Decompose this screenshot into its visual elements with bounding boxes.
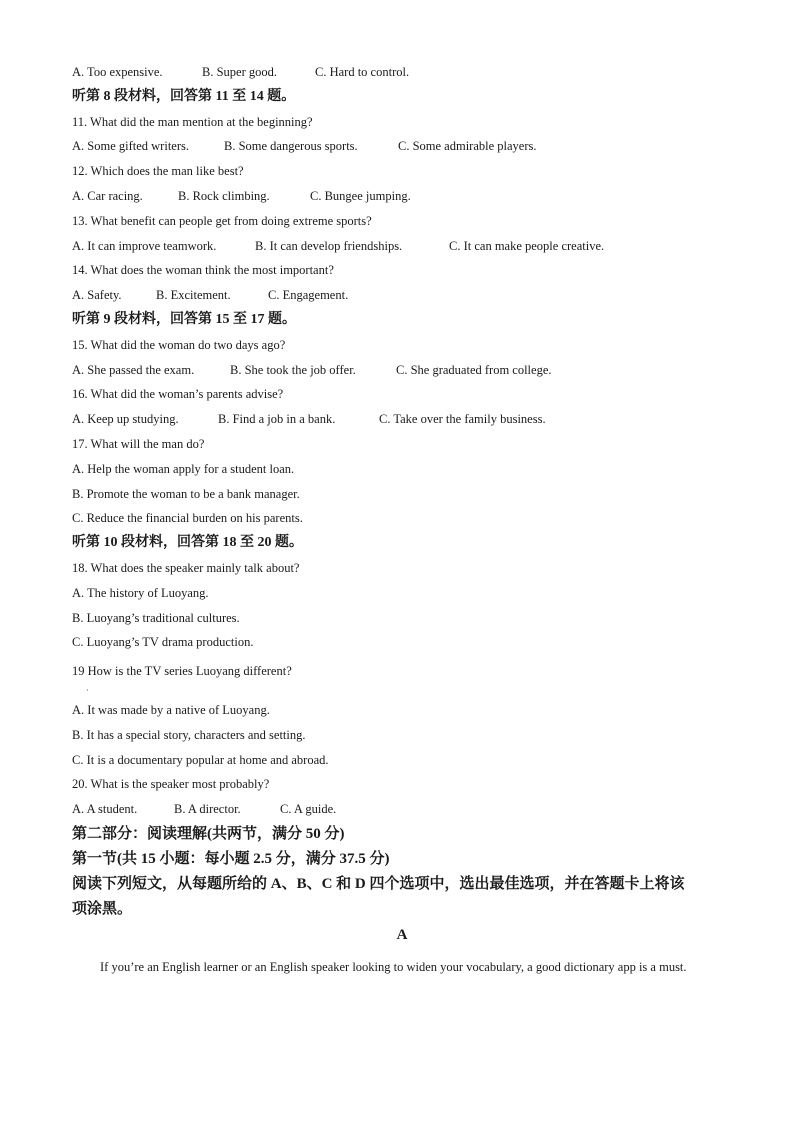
q14-option-a: A. Safety. [72, 288, 122, 303]
q13-option-a: A. It can improve teamwork. [72, 238, 217, 253]
q19-option-b: B. It has a special story, characters and setting. [72, 727, 306, 742]
q16-option-c: C. Take over the family business. [379, 412, 546, 427]
q12-option-a: A. Car racing. [72, 188, 143, 203]
q18-option-b: B. Luoyang’s traditional cultures. [72, 610, 240, 625]
q18-option-c: C. Luoyang’s TV drama production. [72, 635, 254, 650]
q19-option-c: C. It is a documentary popular at home and abroad. [72, 752, 329, 767]
q13-option-c: C. It can make people creative. [449, 238, 605, 253]
q18-text: 18. What does the speaker mainly talk about? [72, 560, 300, 575]
q13-text: 13. What benefit can people get from doing extreme sports? [72, 213, 372, 228]
q10-options [72, 60, 732, 85]
q11-option-a: A. Some gifted writers. [72, 139, 189, 154]
q17-option-c: C. Reduce the financial burden on his parents. [72, 511, 303, 526]
section-10-heading: 听第 10 段材料，回答第 18 至 20 题。 [72, 535, 303, 551]
section-9-heading: 听第 9 段材料，回答第 15 至 17 题。 [72, 311, 296, 327]
q15-options [72, 358, 732, 383]
q14-text: 14. What does the woman think the most important? [72, 263, 334, 278]
q16-text: 16. What did the woman’s parents advise? [72, 387, 284, 402]
q12-options [72, 184, 732, 209]
q19-text: 19 How is the TV series Luoyang different? [72, 664, 292, 679]
q18-option-a: A. The history of Luoyang. [72, 585, 209, 600]
part2-instruction-line2: 项涂黑。 [72, 900, 133, 917]
q11-option-b: B. Some dangerous sports. [224, 139, 358, 154]
passage-label: A [396, 926, 408, 943]
part2-title: 第二部分：阅读理解(共两节，满分 50 分) [72, 825, 345, 842]
section-8-heading: 听第 8 段材料，回答第 11 至 14 题。 [72, 88, 296, 104]
q17-text: 17. What will the man do? [72, 436, 205, 451]
q15-option-c: C. She graduated from college. [396, 362, 552, 377]
passage-paragraph: If you’re an English learner or an English speaker looking to widen your vocabulary, a good dictionary app is a must. [100, 959, 687, 974]
q16-options [72, 407, 732, 432]
q12-option-c: C. Bungee jumping. [310, 188, 411, 203]
q13-options [72, 234, 732, 259]
q20-text: 20. What is the speaker most probably? [72, 777, 270, 792]
q11-text: 11. What did the man mention at the beginning? [72, 114, 313, 129]
q15-text: 15. What did the woman do two days ago? [72, 337, 286, 352]
exam-page [72, 60, 732, 982]
q15-option-a: A. She passed the exam. [72, 362, 195, 377]
q17-option-a: A. Help the woman apply for a student loan. [72, 461, 295, 476]
q19-dot: · [86, 685, 89, 695]
q17-option-b: B. Promote the woman to be a bank manager. [72, 486, 300, 501]
q10-option-b: B. Super good. [202, 65, 277, 79]
q11-option-c: C. Some admirable players. [398, 139, 537, 154]
q12-option-b: B. Rock climbing. [178, 188, 270, 203]
q20-option-c: C. A guide. [280, 802, 337, 817]
q20-options [72, 797, 732, 822]
q15-option-b: B. She took the job offer. [230, 362, 356, 377]
q11-options [72, 134, 732, 159]
q12-text: 12. Which does the man like best? [72, 164, 244, 179]
part2-section1-title: 第一节(共 15 小题：每小题 2.5 分，满分 37.5 分) [72, 850, 390, 867]
q16-option-b: B. Find a job in a bank. [218, 412, 336, 427]
q14-option-b: B. Excitement. [156, 288, 231, 303]
part2-instruction-line1: 阅读下列短文，从每题所给的 A、B、C 和 D 四个选项中，选出最佳选项，并在答题卡上将该 [72, 875, 685, 892]
q14-option-c: C. Engagement. [268, 288, 349, 303]
q20-option-a: A. A student. [72, 802, 138, 817]
q10-option-c: C. Hard to control. [315, 65, 410, 79]
q14-options [72, 283, 732, 308]
q10-option-a: A. Too expensive. [72, 65, 163, 79]
q19-option-a: A. It was made by a native of Luoyang. [72, 702, 270, 717]
q20-option-b: B. A director. [174, 802, 241, 817]
q16-option-a: A. Keep up studying. [72, 412, 179, 427]
q13-option-b: B. It can develop friendships. [255, 238, 403, 253]
